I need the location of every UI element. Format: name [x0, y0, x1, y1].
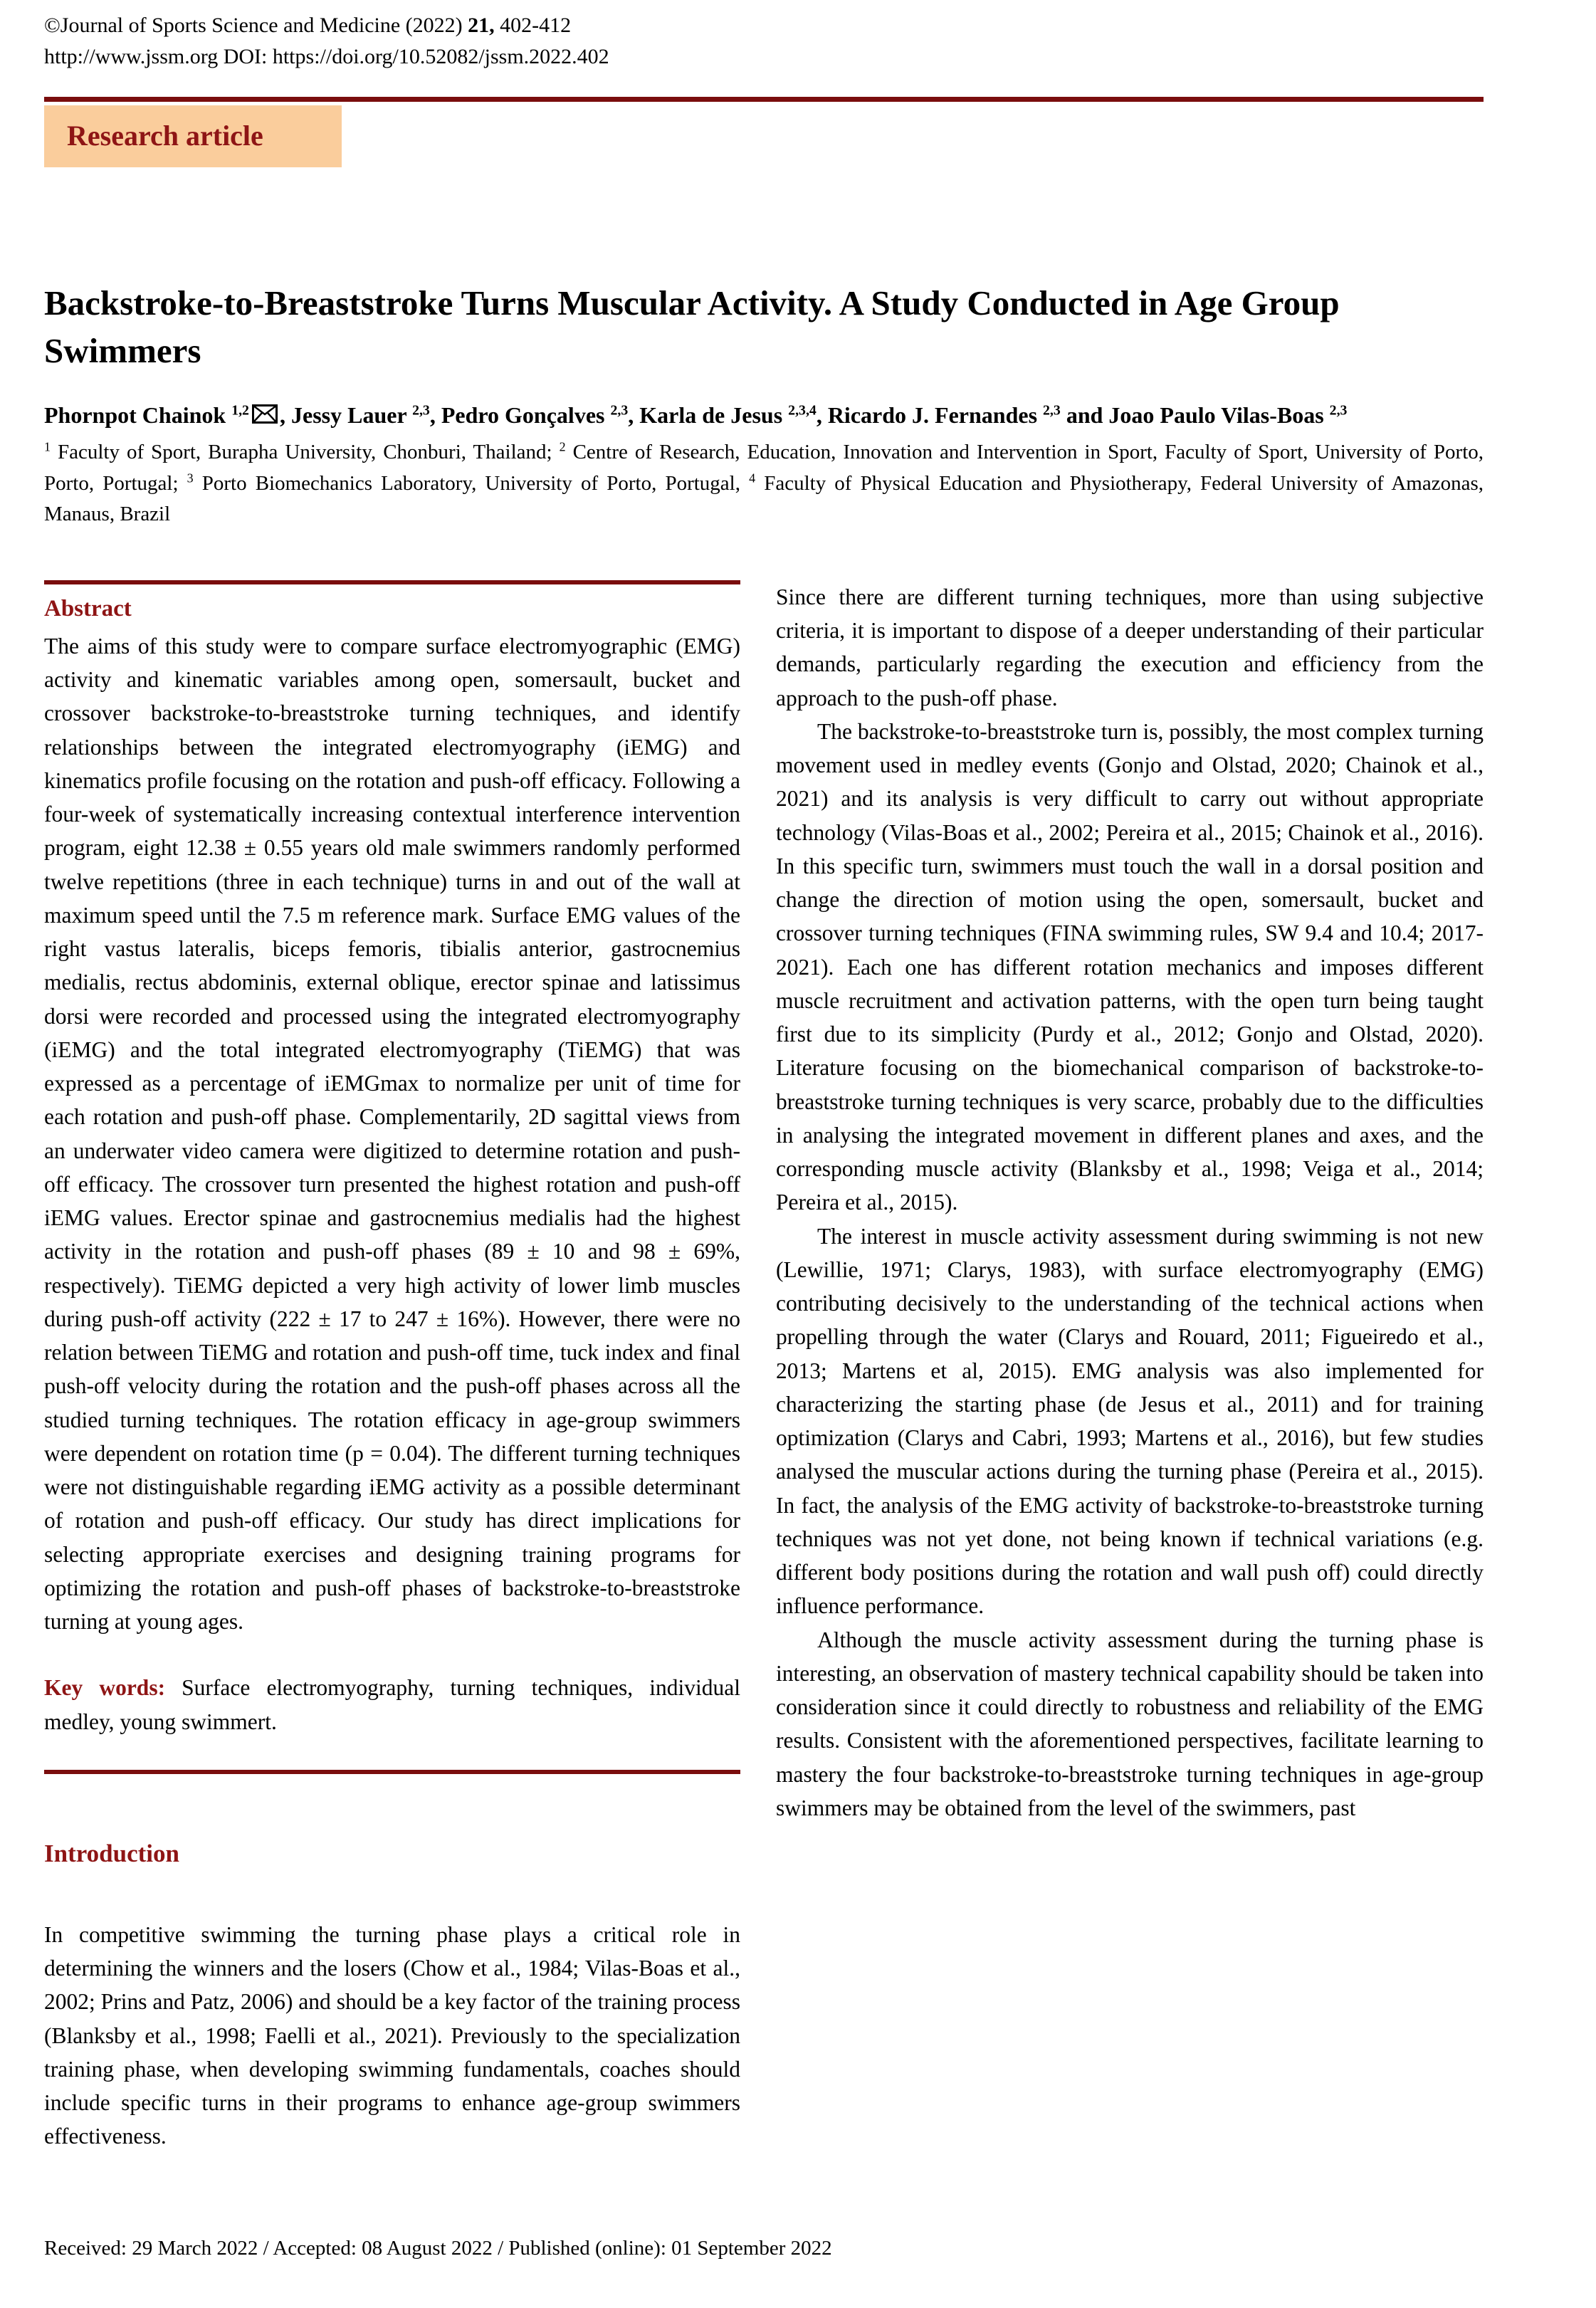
keywords-text: Surface electromyography, turning techniques, individual medley, young swimmert. [44, 1675, 741, 1734]
affiliation-text-4: Faculty of Physical Education and Physiotherapy, Federal University of Amazonas, Manaus, Brazil [44, 471, 1484, 526]
journal-header [44, 10, 1484, 73]
abstract-heading: Abstract [44, 595, 132, 621]
author-name-2: , Jessy Lauer [279, 402, 413, 429]
article-title: Backstroke-to-Breaststroke Turns Muscular Activity. A Study Conducted in Age Group Swimmers [44, 283, 1340, 370]
doi-line[interactable]: http://www.jssm.org DOI: https://doi.org/10.52082/jssm.2022.402 [44, 45, 609, 69]
introduction-paragraph: In competitive swimming the turning phase plays a critical role in determining the winners and the losers (Chow et al., 1984; Vilas-Boas et al., 2002; Prins and Patz, 2006) and should be a key factor of the training process (Blanksby et al., 1998; Faelli et al., 2021). Previously to the specialization training phase, when developing swimming fundamentals, coaches should include specific turns in their programs to enhance age-group swimmers effectiveness. [44, 1921, 740, 2149]
introduction-heading: Introduction [44, 1839, 179, 1867]
abstract-body: The aims of this study were to compare surface electromyographic (EMG) activity and kinematic variables among open, somersault, bucket and crossover backstroke-to-breaststroke turning techniques, and identify relationships between the integrated electromyography (iEMG) and kinematics profile focusing on the rotation and push-off efficacy. Following a four-week of systematically increasing contextual interference intervention program, eight 12.38 ± 0.55 years old male swimmers randomly performed twelve repetitions (three in each technique) turns in and out of the wall at maximum speed until the 7.5 m reference mark. Surface EMG values of the right vastus lateralis, biceps femoris, tibialis anterior, gastrocnemius medialis, rectus abdominis, external oblique, erector spinae and latissimus dorsi were recorded and processed using the integrated electromyography (iEMG) and the total integrated electromyography (TiEMG) that was expressed as a percentage of iEMGmax to normalize per unit of time for each rotation and push-off phase. Complementarily, 2D sagittal views from an underwater video camera were digitized to determine rotation and push-off efficacy. The crossover turn presented the highest rotation and push-off iEMG values. Erector spinae and gastrocnemius medialis had the highest activity in the rotation and push-off phases (89 ± 10 and 98 ± 69%, respectively). TiEMG depicted a very high activity of lower limb muscles during push-off activity (222 ± 17 to 247 ± 16%). However, there were no relation between TiEMG and rotation and push-off time, tuck index and final push-off velocity during the rotation and the push-off phases across all the studied turning techniques. The rotation efficacy in age-group swimmers were dependent on rotation time (p = 0.04). The different turning techniques were not distinguishable regarding iEMG activity as a possible determinant of rotation and push-off efficacy. Our study has direct implications for selecting appropriate exercises and designing training programs for optimizing the rotation and push-off phases of backstroke-to-breaststroke turning at young ages. [44, 633, 740, 1635]
affiliation-text-2: Centre of Research, Education, Innovation and Intervention in Sport, Faculty of Sport, University of Porto, Porto, Portugal; [44, 441, 1484, 495]
author-name-1: Phornpot Chainok [44, 402, 232, 429]
author-sup-6: 2,3 [1329, 402, 1348, 419]
affiliation-text-3: Porto Biomechanics Laboratory, University of Porto, Portugal, [193, 471, 750, 495]
affiliation-sup-1: 1 [44, 439, 51, 454]
journal-volume: 21, [468, 14, 495, 37]
divider-rule [44, 1770, 740, 1774]
affiliations [44, 437, 1484, 530]
author-name-5: , Ricardo J. Fernandes [816, 402, 1044, 429]
left-column [44, 580, 740, 2154]
header-rule [44, 97, 1484, 102]
affiliation-text-1: Faculty of Sport, Burapha University, Chonburi, Thailand; [50, 441, 560, 464]
author-sup-4: 2,3,4 [788, 402, 817, 419]
author-sup-3: 2,3 [610, 402, 629, 419]
badge-label: Research article [67, 120, 263, 152]
author-name-6: and Joao Paulo Vilas-Boas [1060, 402, 1330, 429]
research-article-badge [44, 105, 342, 167]
keywords-label: Key words: [44, 1675, 166, 1701]
body-paragraph-2: The backstroke-to-breaststroke turn is, possibly, the most complex turning movement used in medley events (Gonjo and Olstad, 2020; Chainok et al., 2021) and its analysis is very difficult to carry out without appropriate technology (Vilas-Boas et al., 2002; Pereira et al., 2015; Chainok et al., 2016). In this specific turn, swimmers must touch the wall in a dorsal position and change the direction of motion using the open, somersault, bucket and crossover turning techniques (FINA swimming rules, SW 9.4 and 10.4; 2017-2021). Each one has different rotation mechanics and imposes different muscle recruitment and activation patterns, with the open turn being taught first due to its simplicity (Purdy et al., 2012; Gonjo and Olstad, 2020). Literature focusing on the biomechanical comparison of backstroke-to-breaststroke turning techniques is very scarce, probably due to the difficulties in analysing the integrated movement in different planes and axes, and the corresponding muscle activity (Blanksby et al., 1998; Veiga et al., 2014; Pereira et al., 2015). [776, 718, 1484, 1215]
keywords [44, 1671, 740, 1738]
authors-line [44, 398, 1484, 433]
body-paragraph-1: Since there are different turning techniques, more than using subjective criteria, it is important to dispose of a deeper understanding of their particular demands, particularly regarding the execution and efficiency from the approach to the push-off phase. [776, 584, 1484, 710]
author-sup-2: 2,3 [412, 402, 430, 419]
received-dates-footer: Received: 29 March 2022 / Accepted: 08 August 2022 / Published (online): 01 September 2022 [44, 2237, 832, 2260]
author-name-4: , Karla de Jesus [628, 402, 789, 429]
author-name-3: , Pedro Gonçalves [429, 402, 611, 429]
content-columns [44, 580, 1484, 2154]
body-paragraph-3: The interest in muscle activity assessment during swimming is not new (Lewillie, 1971; Clarys, 1983), with surface electromyography (EMG) contributing decisively to the understanding of the technical actions when propelling through the water (Clarys and Rouard, 2011; Figueiredo et al., 2013; Martens et al, 2015). EMG analysis was also implemented for characterizing the starting phase (de Jesus et al., 2011) and for training optimization (Clarys and Cabri, 1993; Martens et al., 2016), but few studies analysed the muscular actions during the turning phase (Pereira et al., 2015). In fact, the analysis of the EMG activity of backstroke-to-breaststroke turning techniques was not yet done, not being known if technical variations (e.g. different body positions during the rotation and wall push off) could directly influence performance. [776, 1223, 1484, 1619]
journal-citation-line [44, 10, 1484, 41]
journal-pages: 402-412 [494, 14, 572, 37]
author-sup-5: 2,3 [1043, 402, 1061, 419]
journal-name: ©Journal of Sports Science and Medicine (2022) [44, 14, 468, 37]
envelope-icon[interactable] [252, 399, 278, 433]
right-column [776, 580, 1484, 2154]
author-sup-1: 1,2 [231, 402, 249, 419]
abstract-rule [44, 580, 740, 584]
affiliation-sup-2: 2 [559, 439, 566, 454]
affiliation-sup-3: 3 [187, 471, 194, 486]
affiliation-sup-4: 4 [749, 471, 756, 486]
body-paragraph-4: Although the muscle activity assessment during the turning phase is interesting, an observation of mastery technical capability should be taken into consideration since it could directly to robustness and reliability of the EMG results. Consistent with the aforementioned perspectives, facilitate learning to mastery the four backstroke-to-breaststroke turning techniques in age-group swimmers may be obtained from the level of the swimmers, past [776, 1627, 1484, 1820]
